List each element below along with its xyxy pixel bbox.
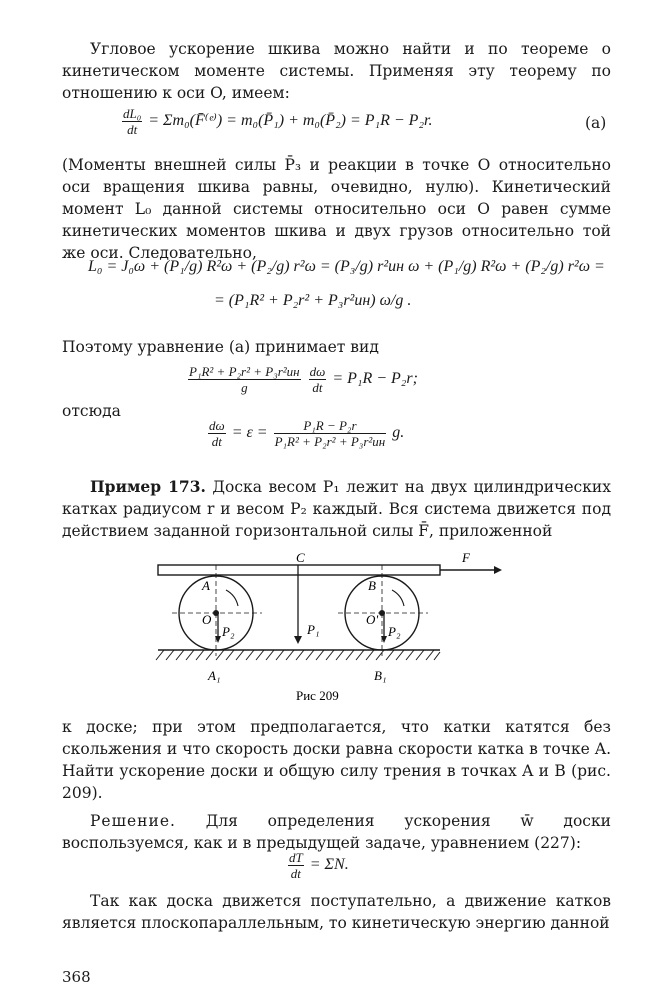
paragraph-task: к доске; при этом предполагается, что катки катятся без скольжения и что скорость доски равна скорости катка в точке A. Найти ускорение доски и общую силу трения в точках A и B (рис. 209). [62,718,611,802]
rotation-arrow-right [392,590,404,606]
label-F: F [462,550,470,565]
label-P2-left: P₂ [222,624,235,639]
label-A1: A₁ [208,668,221,683]
label-B1: B₁ [374,668,387,683]
label-P2-right: P₂ [388,624,401,639]
paragraph-solution: Решение. Для определения ускорения w̄ доски воспользуемся, как и в предыдущей задаче, уравнением (227): [62,812,611,852]
page-number: 368 [62,968,91,986]
solution-label: Решение. [90,812,176,830]
weight-P1-arrowhead [294,636,302,644]
figure-drawing [150,548,510,708]
figure-209 [150,548,510,712]
fraction-dL0-dt: $\frac{\text{dL₀}}{dt}$ [123,106,142,137]
equation-L0-line1: L₀ = J₀ω + (P₁/g) R²ω + (P₂/g) r²ω = (P₃/g) r²ин ω + (P₁/g) R²ω + (P₂/g) r²ω = [88,258,605,275]
paragraph-moments: (Моменты внешней силы P̄₃ и реакции в точке O относительно оси вращения шкива равны, очевидно, нулю). Кинетический момент L₀ данной системы относительно оси O равен сумме кинетических моментов шкива и двух грузов относительно той же оси. Следовательно, [62,156,611,262]
paragraph-therefore: Поэтому уравнение (а) принимает вид [62,338,379,356]
board [158,565,440,575]
paragraph-intro: Угловое ускорение шкива можно найти и по теореме о кинетическом моменте системы. Применяя эту теорему по отношению к оси O, имеем: [62,40,611,102]
fraction-epsilon: $\frac{\text{P₁R − P₂r}}{\text{P₁R² + P₂r² + P₃r²ин}}$ [274,418,386,449]
equation-c: $\frac{d\omega}{dt}$ = ε = $\frac{\text{P₁R − P₂r}}{\text{P₁R² + P₂r² + P₃r²ин}}$ g. [209,418,405,449]
fraction-domega-dt-2: $\frac{d\omega}{dt}$ [209,418,225,449]
equation-d: $\frac{dT}{dt}$ = ΣN. [289,850,349,881]
rotation-arrow-left [226,590,238,606]
equation-L0-line2: = (P₁R² + P₂r² + P₃r²ин) ω/g . [214,292,412,309]
label-A: A [202,578,210,593]
example-label: Пример 173. [90,477,206,496]
paragraph-kinetic: Так как доска движется поступательно, а движение катков является плоскопараллельным, то кинетическую энергию данной [62,892,611,932]
fraction-dT-dt: $\frac{dT}{dt}$ [289,850,303,881]
label-O: O [202,612,212,627]
word-otsyuda: отсюда [62,402,121,420]
label-O-prime: O' [366,612,379,627]
equation-b: $\frac{\text{P₁R² + P₂r² + P₃r²ин}}{g}$ $\frac{d\omega}{dt}$ = P₁R − P₂r; [189,364,418,395]
figure-caption: Рис 209 [296,688,339,703]
force-F-arrowhead [494,566,502,574]
equation-a [120,106,432,137]
label-C: C [296,550,305,565]
ground-hatching [156,650,440,660]
label-B: B [368,578,376,593]
fraction-inertia: $\frac{\text{P₁R² + P₂r² + P₃r²ин}}{g}$ [189,364,300,395]
equation-a-body: = Σm₀(F̄⁽ᵉ⁾) = m₀(P̄₁) + m₀(P̄₂) = P₁R − P₂r. [148,112,433,130]
equation-a-tag: (a) [585,114,607,132]
label-P1: P₁ [307,622,320,637]
paragraph-example: Пример 173. Доска весом P₁ лежит на двух цилиндрических катках радиусом r и весом P₂ каждый. Вся система движется под действием заданной горизонтальной силы F̄, приложенной [62,477,611,540]
fraction-domega-dt: $\frac{d\omega}{dt}$ [309,364,326,395]
